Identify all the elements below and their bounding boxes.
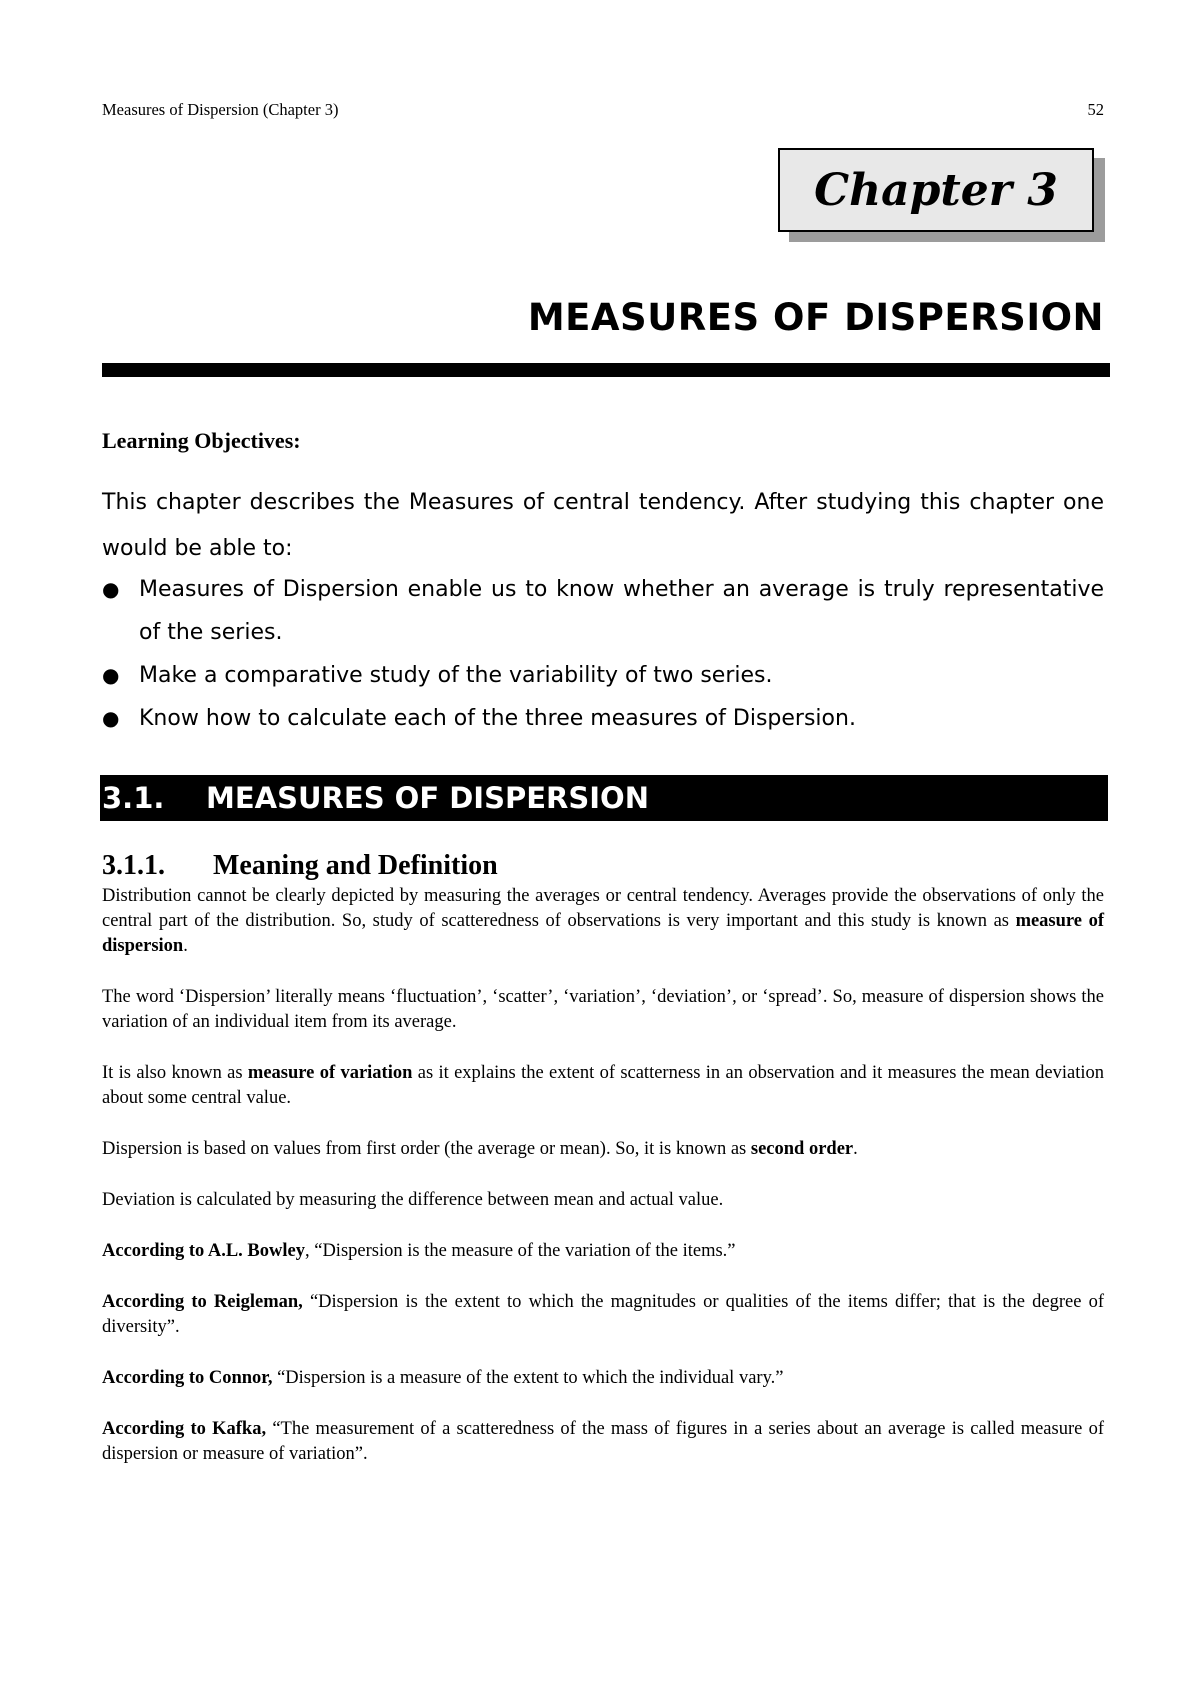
paragraph-word-dispersion: The word ‘Dispersion’ literally means ‘fluctuation’, ‘scatter’, ‘variation’, ‘deviation’, or ‘spread’. So, measure of dispersion shows the variation of an individual item from its average.	[102, 987, 1104, 1032]
learning-objectives-intro: This chapter describes the Measures of central tendency. After studying this chapter one would be able to:	[102, 490, 1104, 561]
running-header	[102, 100, 1104, 124]
bullet-icon: ●	[102, 577, 120, 601]
emphasis-text: measure of variation	[247, 1063, 413, 1083]
emphasis-text: second order	[750, 1139, 854, 1159]
list-item	[102, 697, 1104, 740]
text-run: .	[853, 1139, 858, 1159]
paragraph-second-order	[102, 1137, 1104, 1162]
quote-text: “The measurement of a scatteredness of the mass of figures in a series about an average is called measure of dispersion or measure of variation”.	[102, 1419, 1104, 1464]
text-run: It is also known as	[102, 1063, 248, 1083]
quote-author: According to Kafka,	[102, 1419, 267, 1439]
list-item-text: Make a comparative study of the variability of two series.	[139, 663, 773, 688]
list-item-text: Measures of Dispersion enable us to know whether an average is truly representative of the series.	[139, 577, 1104, 645]
paragraph-distribution	[102, 884, 1104, 959]
subsection-heading	[102, 850, 498, 882]
text-run: as it explains the extent of scatterness in an observation and it measures the mean deviation about some central value.	[102, 1063, 1104, 1108]
emphasis-text: measure of dispersion	[102, 911, 1104, 956]
section-number: 3.1.	[102, 781, 165, 815]
quote-text: “Dispersion is a measure of the extent to which the individual vary.”	[272, 1368, 784, 1388]
paragraph-deviation: Deviation is calculated by measuring the difference between mean and actual value.	[102, 1190, 724, 1210]
quote-text: “Dispersion is the extent to which the magnitudes or qualities of the items differ; that is the degree of diversity”.	[102, 1292, 1104, 1337]
quote-reigleman	[102, 1290, 1104, 1340]
quote-kafka	[102, 1417, 1104, 1467]
list-item	[102, 568, 1104, 654]
bullet-icon: ●	[102, 706, 120, 730]
learning-objectives-list	[102, 568, 1104, 740]
page-number: 52	[1087, 100, 1104, 119]
learning-objectives-heading: Learning Objectives:	[102, 428, 301, 453]
quote-author: According to Connor,	[102, 1368, 273, 1388]
chapter-label-box	[778, 148, 1098, 236]
body-text	[102, 884, 1104, 1493]
text-run: .	[183, 936, 188, 956]
quote-text: , “Dispersion is the measure of the variation of the items.”	[304, 1241, 736, 1261]
quote-author: According to Reigleman,	[102, 1292, 303, 1312]
quote-connor	[102, 1366, 1104, 1391]
section-title: MEASURES OF DISPERSION	[206, 781, 649, 815]
paragraph-measure-of-variation	[102, 1061, 1104, 1111]
subsection-number: 3.1.1.	[102, 850, 165, 881]
running-title: Measures of Dispersion (Chapter 3)	[102, 100, 339, 119]
quote-author: According to A.L. Bowley	[102, 1241, 305, 1261]
list-item-text: Know how to calculate each of the three measures of Dispersion.	[139, 706, 856, 731]
chapter-title: MEASURES OF DISPERSION	[527, 296, 1104, 339]
text-run: Dispersion is based on values from first order (the average or mean). So, it is known as	[102, 1139, 751, 1159]
chapter-label: Chapter 3	[778, 148, 1094, 232]
title-divider	[102, 363, 1110, 377]
text-run: Distribution cannot be clearly depicted by measuring the averages or central tendency. Averages provide the observations of only the central part of the distribution. So, study of scatteredness of observations is very important and this study is known as	[102, 886, 1104, 931]
subsection-title: Meaning and Definition	[213, 850, 498, 881]
bullet-icon: ●	[102, 663, 120, 687]
section-heading-bar	[100, 775, 1108, 821]
list-item	[102, 654, 1104, 697]
quote-bowley	[102, 1239, 1104, 1264]
